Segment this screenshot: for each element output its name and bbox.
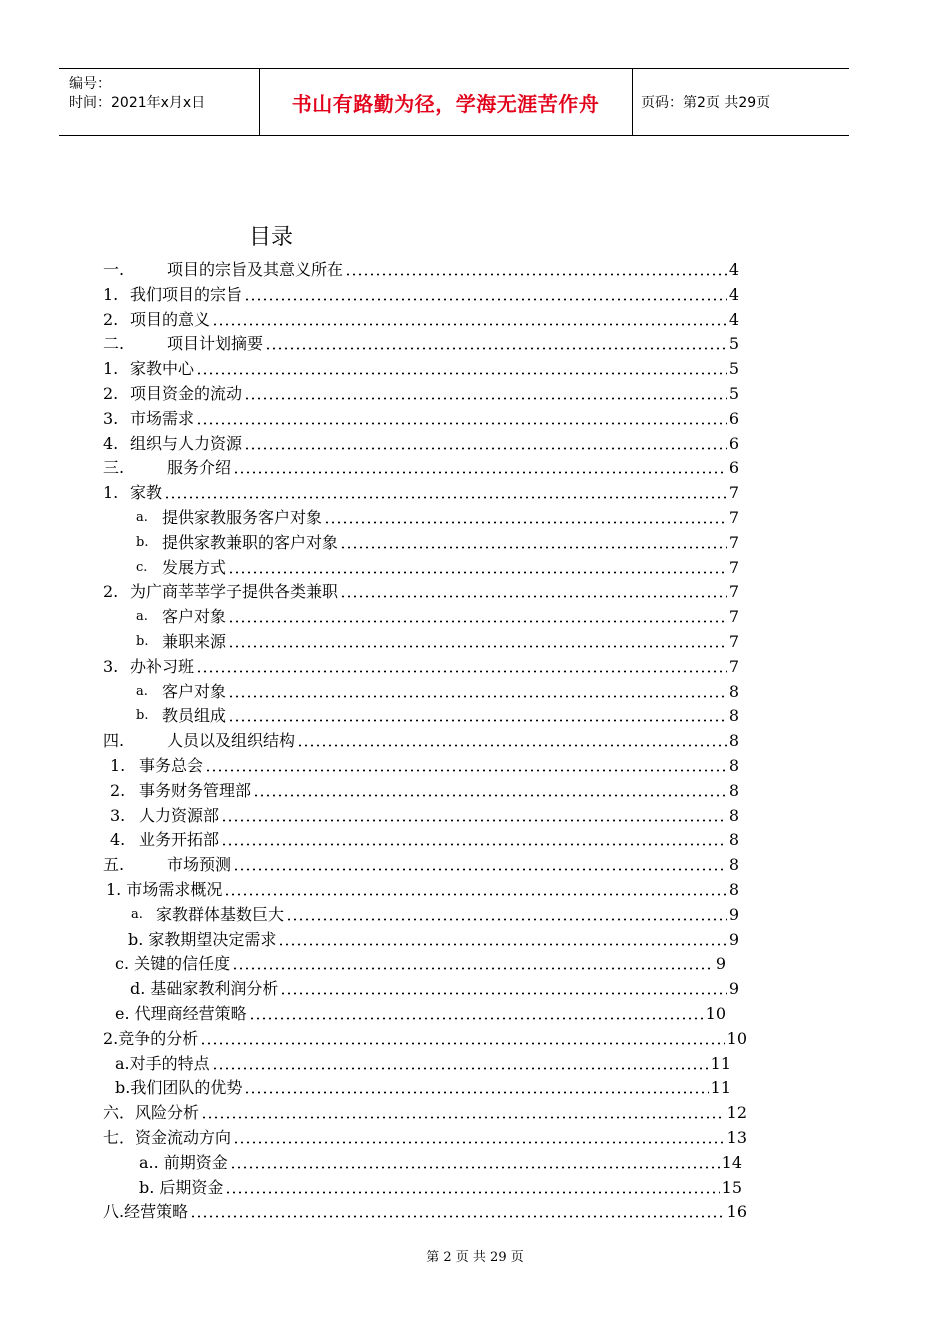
toc-dot-leader — [244, 397, 727, 400]
toc-entry[interactable] — [128, 928, 739, 952]
toc-entry[interactable] — [103, 308, 739, 332]
toc-entry-text: a.对手的特点 — [115, 1053, 210, 1073]
toc-entry[interactable] — [136, 506, 739, 530]
time-label: 时间：2021年x月x日 — [69, 95, 206, 111]
toc-dot-leader — [190, 1215, 725, 1218]
toc-entry-number: 2. — [103, 384, 119, 403]
toc-entry-number: 二. — [103, 334, 125, 354]
toc-entry[interactable] — [139, 1151, 742, 1175]
header-meta-cell — [59, 69, 260, 135]
serial-label: 编号： — [69, 76, 111, 92]
toc-dot-leader — [340, 546, 727, 549]
toc-entry-text: 客户对象 — [162, 607, 227, 627]
toc-dot-leader — [324, 521, 727, 524]
toc-entry-page: 6 — [728, 433, 739, 453]
toc-entry-page: 8 — [728, 880, 739, 899]
toc-entry-text: b. 后期资金 — [139, 1177, 224, 1197]
toc-entry[interactable] — [103, 1027, 747, 1051]
toc-entry[interactable] — [103, 1101, 747, 1125]
toc-entry-number: a. — [131, 906, 143, 922]
toc-dot-leader — [212, 1067, 709, 1070]
toc-entry-text: 人员以及组织结构 — [167, 731, 296, 751]
toc-entry-page: 14 — [721, 1152, 742, 1172]
toc-dot-leader — [233, 868, 727, 871]
toc-entry-number: 4. — [103, 433, 119, 453]
toc-entry-number: a. — [136, 510, 148, 525]
toc-entry-page: 7 — [728, 582, 739, 602]
toc-dot-leader — [244, 1091, 708, 1094]
toc-entry-page: 9 — [715, 954, 726, 974]
toc-dot-leader — [228, 620, 727, 623]
toc-entry-number: 1. — [110, 756, 126, 775]
toc-entry-page: 9 — [728, 904, 739, 924]
toc-entry-text: 办补习班 — [130, 656, 195, 676]
toc-entry[interactable] — [136, 531, 739, 555]
toc-entry[interactable] — [136, 630, 739, 654]
toc-entry-number: 3. — [103, 408, 119, 428]
toc-entry[interactable] — [106, 878, 739, 902]
toc-entry-page: 5 — [728, 384, 739, 403]
toc-entry-text: 家教中心 — [130, 359, 195, 379]
toc-entry-page: 8 — [728, 706, 739, 726]
toc-entry-number: c. — [136, 559, 148, 575]
toc-dot-leader — [253, 794, 727, 797]
toc-entry-text: 家教 — [130, 483, 163, 503]
toc-entry[interactable] — [103, 481, 739, 505]
toc-entry-number: a. — [136, 609, 148, 625]
toc-entry-page: 7 — [728, 656, 739, 676]
toc-dot-leader — [233, 1141, 725, 1144]
toc-dot-leader — [232, 967, 714, 970]
toc-entry[interactable] — [110, 828, 739, 852]
toc-entry[interactable] — [115, 1052, 731, 1076]
toc-entry-page: 16 — [726, 1202, 747, 1222]
toc-entry-page: 11 — [710, 1053, 731, 1073]
toc-entry-page: 8 — [728, 805, 739, 825]
toc-entry-text: 家教群体基数巨大 — [156, 904, 285, 924]
toc-entry-text: d. 基础家教利润分析 — [130, 979, 279, 999]
toc-entry-page: 7 — [728, 532, 739, 552]
toc-entry-number: 4. — [110, 830, 126, 850]
toc-entry-text: 组织与人力资源 — [130, 433, 243, 453]
toc-entry-page: 8 — [728, 756, 739, 775]
toc-entry-text: 项目的意义 — [130, 309, 211, 329]
toc-entry-text: 市场需求 — [130, 408, 195, 428]
toc-entry-text: 教员组成 — [162, 706, 227, 726]
toc-dot-leader — [221, 819, 727, 822]
toc-entry-text: 发展方式 — [162, 557, 227, 577]
toc-entry[interactable] — [103, 1126, 747, 1150]
toc-entry-text: 1. 市场需求概况 — [106, 880, 223, 899]
toc-dot-leader — [196, 422, 727, 425]
toc-entry-text: c. 关键的信任度 — [115, 954, 231, 974]
toc-dot-leader — [224, 893, 726, 896]
toc-entry[interactable] — [103, 655, 739, 679]
toc-entry[interactable] — [115, 952, 726, 976]
toc-entry-text: 提供家教服务客户对象 — [162, 508, 323, 527]
toc-dot-leader — [212, 323, 727, 326]
toc-entry[interactable] — [110, 804, 739, 828]
toc-entry-number: 1. — [103, 359, 119, 379]
toc-entry-number: 3. — [110, 805, 126, 825]
toc-entry-page: 11 — [710, 1078, 731, 1098]
toc-entry-text: 兼职来源 — [162, 632, 227, 651]
toc-entry-text: 项目资金的流动 — [130, 384, 243, 403]
toc-dot-leader — [265, 347, 727, 350]
toc-dot-leader — [228, 645, 727, 648]
toc-dot-leader — [297, 744, 727, 747]
toc-dot-leader — [196, 670, 727, 673]
toc-dot-leader — [196, 372, 727, 375]
toc-entry-page: 5 — [728, 334, 739, 354]
toc-entry[interactable] — [103, 580, 739, 604]
toc-entry-number: b. — [136, 634, 149, 649]
toc-entry[interactable] — [103, 1200, 747, 1224]
toc-entry-page: 9 — [728, 979, 739, 999]
toc-entry-number: 2. — [103, 309, 119, 329]
toc-entry-text: e. 代理商经营策略 — [115, 1004, 247, 1023]
toc-dot-leader — [244, 298, 727, 301]
toc-entry[interactable] — [136, 605, 739, 629]
toc-entry-page: 6 — [728, 458, 739, 478]
toc-entry-text: 客户对象 — [162, 681, 227, 701]
toc-entry-text: b.我们团队的优势 — [115, 1078, 243, 1098]
toc-entry-page: 8 — [728, 830, 739, 850]
toc-entry-number: 四. — [103, 731, 125, 751]
toc-entry[interactable] — [130, 977, 739, 1001]
toc-entry-text: 服务介绍 — [167, 458, 232, 478]
toc-entry[interactable] — [103, 283, 739, 307]
page-header — [59, 68, 849, 136]
header-page-cell — [632, 69, 849, 135]
toc-entry[interactable] — [103, 456, 739, 480]
toc-entry-page: 4 — [728, 260, 739, 279]
toc-entry-page: 7 — [728, 508, 739, 527]
toc-dot-leader — [200, 1042, 724, 1045]
toc-entry[interactable] — [103, 729, 739, 753]
toc-entry-text: 八.经营策略 — [103, 1202, 189, 1222]
page-footer: 第 2 页 共 29 页 — [426, 1250, 524, 1265]
toc-entry-page: 9 — [728, 929, 739, 949]
toc-dot-leader — [249, 1017, 704, 1020]
toc-dot-leader — [340, 595, 727, 598]
toc-entry-text: 人力资源部 — [139, 805, 220, 825]
toc-entry-page: 10 — [726, 1028, 747, 1048]
toc-entry-text: 业务开拓部 — [139, 830, 220, 850]
toc-dot-leader — [225, 1191, 719, 1194]
toc-entry[interactable] — [136, 556, 739, 580]
toc-entry-text: a.. 前期资金 — [139, 1152, 228, 1172]
toc-dot-leader — [244, 447, 727, 450]
toc-entry-page: 8 — [728, 855, 739, 875]
toc-entry-text: 七．资金流动方向 — [103, 1128, 232, 1147]
toc-dot-leader — [228, 695, 727, 698]
toc-entry-page: 10 — [705, 1004, 726, 1023]
toc-entry-text: b. 家教期望决定需求 — [128, 929, 277, 949]
toc-entry[interactable] — [103, 332, 739, 356]
toc-entry-number: b. — [136, 708, 149, 724]
toc-entry-number: 3. — [103, 656, 119, 676]
toc-dot-leader — [221, 843, 727, 846]
toc-entry[interactable] — [115, 1002, 726, 1026]
toc-entry[interactable] — [103, 357, 739, 381]
toc-entry-number: 五. — [103, 855, 125, 875]
toc-dot-leader — [164, 496, 727, 499]
toc-entry[interactable] — [139, 1176, 742, 1200]
toc-entry[interactable] — [103, 382, 739, 406]
toc-entry[interactable] — [103, 432, 739, 456]
toc-entry-page: 12 — [726, 1103, 747, 1123]
toc-entry-text: 事务财务管理部 — [139, 780, 252, 800]
toc-entry-page: 6 — [728, 408, 739, 428]
toc-dot-leader — [280, 992, 726, 995]
toc-entry-number: 1. — [103, 483, 119, 503]
toc-dot-leader — [228, 571, 727, 574]
toc-entry-page: 7 — [728, 607, 739, 627]
toc-dot-leader — [201, 1116, 725, 1119]
toc-title: 目录 — [249, 225, 294, 250]
toc-entry-text: 提供家教兼职的客户对象 — [162, 532, 339, 552]
toc-entry[interactable] — [131, 903, 739, 927]
toc-entry-text: 为广商莘莘学子提供各类兼职 — [130, 582, 339, 602]
toc-dot-leader — [205, 769, 727, 772]
toc-entry-text: 我们项目的宗旨 — [130, 284, 243, 304]
toc-entry[interactable] — [110, 779, 739, 803]
toc-entry-page: 7 — [728, 632, 739, 651]
toc-entry-page: 7 — [728, 483, 739, 503]
toc-dot-leader — [286, 918, 727, 921]
toc-dot-leader — [230, 1166, 720, 1169]
toc-entry[interactable] — [136, 704, 739, 728]
toc-entry-number: 一. — [103, 260, 125, 279]
toc-entry-page: 13 — [726, 1128, 747, 1147]
motto-text: 书山有路勤为径，学海无涯苦作舟 — [291, 91, 600, 116]
toc-dot-leader — [345, 273, 727, 276]
toc-entry-text: 事务总会 — [139, 756, 204, 775]
toc-entry-page: 7 — [728, 557, 739, 577]
toc-entry-page: 8 — [728, 681, 739, 701]
toc-entry-number: 1. — [103, 284, 119, 304]
toc-dot-leader — [233, 471, 727, 474]
toc-entry-number: 三. — [103, 458, 125, 478]
toc-entry[interactable] — [136, 680, 739, 704]
toc-entry-text: 六．风险分析 — [103, 1103, 200, 1123]
toc-entry-page: 4 — [728, 284, 739, 304]
page-info: 页码：第2页 共29页 — [641, 95, 771, 111]
toc-entry[interactable] — [115, 1076, 731, 1100]
toc-entry-text: 2.竞争的分析 — [103, 1028, 199, 1048]
toc-dot-leader — [228, 719, 727, 722]
toc-entry-text: 项目计划摘要 — [167, 334, 264, 354]
toc-entry-number: b. — [136, 534, 149, 550]
toc-entry[interactable] — [103, 853, 739, 877]
toc-entry-number: 2. — [103, 582, 119, 602]
toc-entry[interactable] — [103, 407, 739, 431]
toc-entry-page: 8 — [728, 731, 739, 751]
toc-entry-text: 市场预测 — [167, 855, 232, 875]
toc-entry[interactable] — [110, 754, 739, 778]
toc-entry-page: 8 — [728, 780, 739, 800]
header-motto-cell — [259, 69, 633, 135]
toc-entry-page: 15 — [721, 1177, 742, 1197]
toc-dot-leader — [278, 943, 726, 946]
toc-entry-page: 4 — [728, 309, 739, 329]
toc-entry[interactable] — [103, 258, 739, 282]
toc-entry-text: 项目的宗旨及其意义所在 — [167, 260, 344, 279]
toc-entry-page: 5 — [728, 359, 739, 379]
toc-entry-number: a. — [136, 683, 148, 699]
toc-entry-number: 2. — [110, 780, 126, 800]
